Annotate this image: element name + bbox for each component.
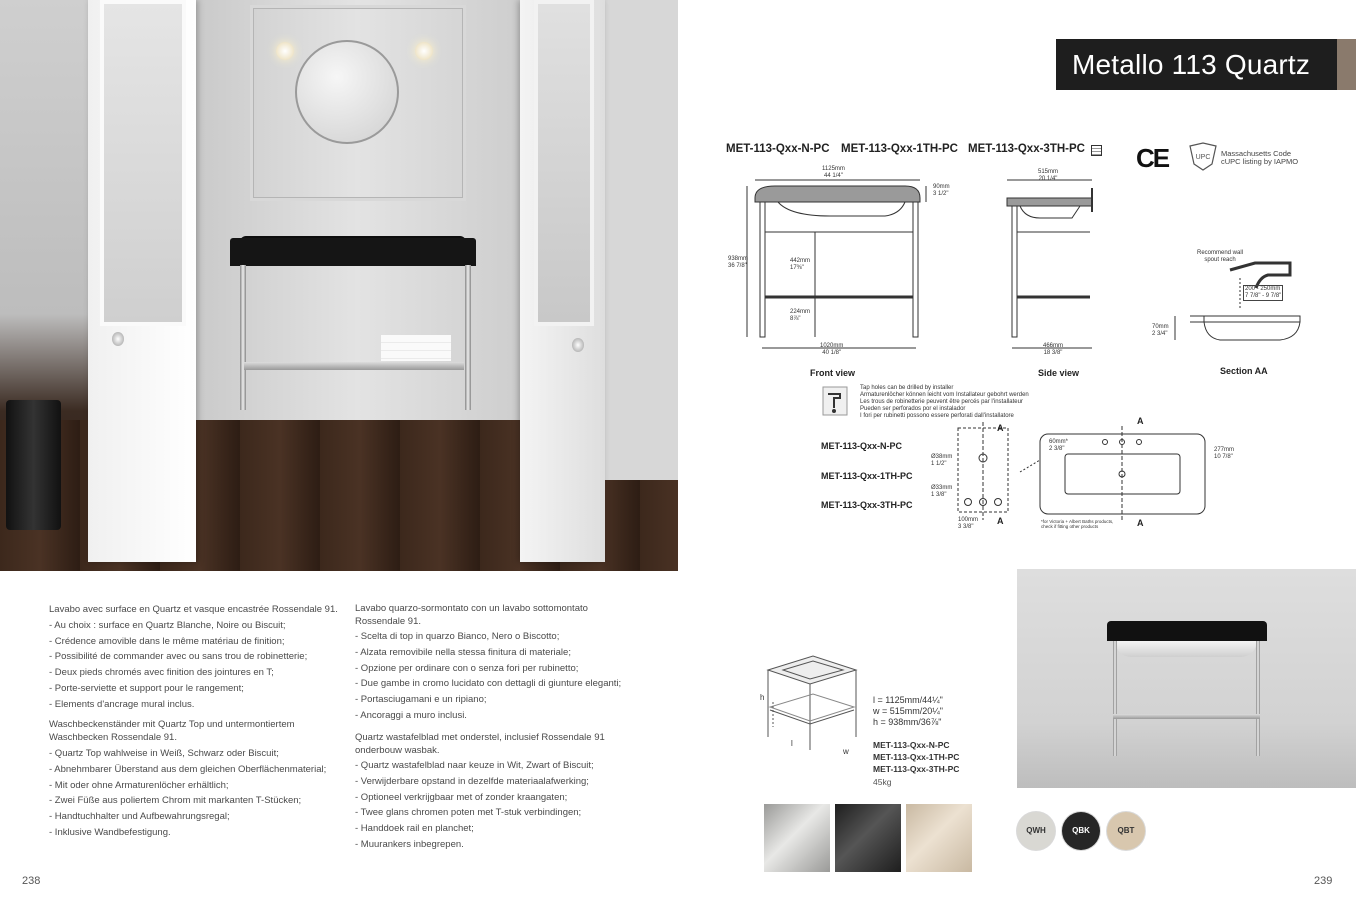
- list-item: - Quartz wastafelblad naar keuze in Wit, Zwart of Biscuit;: [355, 760, 594, 771]
- spec-code: MET-113-Qxx-N-PC: [873, 740, 950, 750]
- chrome-leg: [240, 265, 246, 410]
- title-accent-bar: [1337, 39, 1356, 90]
- dim-text: 200 - 250mm: [1245, 286, 1281, 292]
- side-leg: [1012, 206, 1017, 337]
- list-item: - Handdoek rail en planchet;: [355, 823, 474, 835]
- section-marker-a: A: [997, 516, 1004, 526]
- spec-height: h = 938mm/36⅞": [873, 717, 942, 727]
- footnote: *for Victoria + Albert Baths products, check if fitting other products: [1041, 519, 1114, 529]
- dim-text: 1 1/2": [931, 461, 947, 467]
- page-title: Metallo 113 Quartz: [1056, 39, 1337, 90]
- note-line: Pueden ser perforados por el instalador: [860, 406, 966, 412]
- section-label: Section AA: [1220, 366, 1268, 376]
- section-marker-a: A: [997, 423, 1004, 433]
- svg-text:UPC: UPC: [1195, 154, 1211, 161]
- ce-mark-icon: CE: [1136, 143, 1169, 173]
- list-item: - Optioneel verkrijgbaar met of zonder kraangaten;: [355, 791, 568, 803]
- tap-hole: [1137, 440, 1142, 445]
- side-view-label: Side view: [1038, 368, 1080, 378]
- section-marker-a: A: [1137, 518, 1144, 528]
- isometric-drawing: [758, 652, 863, 757]
- iso-label-w: w: [843, 747, 849, 756]
- drill-icon: [822, 386, 848, 416]
- dim-text: 36 7/8": [728, 263, 747, 269]
- italian-intro-line: Rossendale 91.: [355, 616, 422, 627]
- dim-text: 100mm: [958, 517, 979, 523]
- side-top-shape: [1007, 198, 1092, 206]
- front-leg: [913, 202, 918, 337]
- recommend-note: Recommend wall spout reach: [1196, 250, 1244, 263]
- list-item: - Due gambe in cromo lucidato con dettagli di giunture eleganti;: [355, 678, 622, 690]
- dim-text: Ø33mm: [931, 485, 953, 491]
- german-description: [49, 746, 349, 841]
- front-view-label: Front view: [810, 368, 856, 378]
- dim-text: 10 7/8": [1214, 454, 1233, 460]
- dim-text: 8⅞": [790, 316, 801, 322]
- door-right: [520, 0, 605, 562]
- german-intro-line: Waschbeckenständer mit Quartz Top und untermontiertem: [49, 719, 295, 730]
- section-marker-a: A: [1137, 416, 1144, 426]
- dim-text: 277mm: [1214, 447, 1235, 453]
- section-basin: [1190, 316, 1300, 340]
- list-item: - Muurankers inbegrepen.: [355, 838, 464, 850]
- french-description: [49, 602, 349, 713]
- front-basin: [778, 202, 905, 216]
- spec-weight: 45kg: [873, 777, 892, 787]
- list-item: - Elements d'ancrage mural inclus.: [49, 698, 195, 710]
- cert-line: cUPC listing by IAPMO: [1221, 157, 1299, 166]
- dim-text: 3 1/2": [933, 191, 949, 197]
- cert-line: Massachusetts Code: [1221, 149, 1292, 158]
- dim-base: [820, 343, 843, 357]
- chrome-leg: [465, 265, 471, 410]
- page-number-left: 238: [22, 875, 41, 887]
- list-item: - Portasciugamani e un ripiano;: [355, 694, 487, 706]
- note-line: Les trous de robinetterie peuvent être percés par l'installateur: [860, 399, 1023, 405]
- iso-label-l: l: [791, 739, 793, 748]
- variant-n-label: MET-113-Qxx-N-PC: [821, 441, 903, 451]
- hero-bathroom-photo: [0, 0, 678, 571]
- spec-code: MET-113-Qxx-1TH-PC: [873, 752, 960, 762]
- dim-top: [933, 184, 950, 198]
- code-1th: MET-113-Qxx-1TH-PC: [841, 143, 958, 155]
- wall-lamp-left: [276, 42, 294, 60]
- front-leg: [760, 202, 765, 337]
- dutch-intro: [355, 731, 655, 757]
- finish-tile-black: [835, 804, 901, 872]
- dim-text: 20 1/4": [1038, 176, 1058, 182]
- variant-1th-label: MET-113-Qxx-1TH-PC: [821, 471, 913, 481]
- italian-intro-line: Lavabo quarzo-sormontato con un lavabo sottomontato: [355, 603, 588, 614]
- note-line: Tap holes can be drilled by installer: [860, 385, 954, 391]
- spec-codes: [873, 739, 959, 775]
- list-item: - Porte-serviette et support pour le rangement;: [49, 682, 244, 694]
- wall-lamp-right: [415, 42, 433, 60]
- leader-line: [1020, 460, 1040, 472]
- list-item: - Possibilité de commander avec ou sans trou de robinetterie;: [49, 651, 308, 663]
- list-item: - Twee glans chromen poten met T-stuk verbindingen;: [355, 807, 582, 819]
- french-intro: Lavabo avec surface en Quartz et vasque encastrée Rossendale 91.: [49, 604, 338, 615]
- iso-label-h: h: [760, 693, 765, 702]
- towels: [381, 335, 451, 361]
- product-photo-black: [1017, 569, 1356, 788]
- dim-text: 44 1/4": [824, 173, 843, 179]
- dim-text: 515mm: [1038, 169, 1059, 175]
- front-top-shape: [755, 186, 920, 202]
- dim-low: [790, 309, 810, 323]
- list-item: - Zwei Füße aus poliertem Chrom mit markanten T-Stücken;: [49, 795, 302, 807]
- note-line: Armaturenlöcher können leicht vom Installateur gebohrt werden: [860, 392, 1029, 398]
- dim-text: Ø38mm: [931, 454, 953, 460]
- list-item: - Deux pieds chromés avec finition des jointures en T;: [49, 667, 274, 679]
- dim-text: 2 3/4": [1152, 331, 1168, 337]
- list-item: - Verwijderbare opstand in dezelfde materiaalafwerking;: [355, 775, 589, 787]
- list-item: - Quartz Top wahlweise in Weiß, Schwarz oder Biscuit;: [49, 748, 279, 759]
- quartz-top: [230, 238, 476, 266]
- dim-text: 40 1/8": [822, 350, 842, 356]
- list-item: - Crédence amovible dans le même matériau de finition;: [49, 635, 285, 647]
- variant-3th-label: MET-113-Qxx-3TH-PC: [821, 500, 913, 510]
- glass-shelf: [244, 362, 464, 370]
- tap-hole: [1103, 440, 1108, 445]
- spec-code: MET-113-Qxx-3TH-PC: [873, 764, 960, 774]
- dim-rim: [1152, 324, 1169, 338]
- list-item: - Alzata removibile nella stessa finitura di materiale;: [355, 646, 571, 658]
- list-item: - Inklusive Wandbefestigung.: [49, 826, 171, 838]
- side-basin: [1020, 206, 1080, 218]
- dim-mid: [790, 258, 810, 272]
- page-number-right: 239: [1314, 875, 1333, 887]
- swatch-qwh: QWH: [1017, 812, 1055, 850]
- spec-length: l = 1125mm/44¼": [873, 695, 943, 705]
- list-item: - Au choix : surface en Quartz Blanche, Noire ou Biscuit;: [49, 619, 286, 631]
- dim-277: [1214, 447, 1234, 461]
- dim-text: 7 7/8" - 9 7/8": [1245, 293, 1282, 299]
- finish-tile-white: [764, 804, 830, 872]
- dim-hole33: [931, 485, 952, 499]
- dim-text: 938mm: [728, 256, 749, 262]
- dim-side-depth: [1043, 343, 1063, 357]
- list-item: - Handtuchhalter und Aufbewahrungsregal;: [49, 811, 230, 823]
- code-n: MET-113-Qxx-N-PC: [726, 143, 830, 155]
- door-knob: [572, 338, 584, 352]
- dim-text: 17⅜": [790, 265, 804, 271]
- code-3th: MET-113-Qxx-3TH-PC: [968, 143, 1085, 155]
- dim-height: [728, 256, 748, 270]
- list-item: - Abnehmbarer Überstand aus dem gleichen Oberflächenmaterial;: [49, 763, 327, 775]
- dim-text: 442mm: [790, 258, 811, 264]
- dim-text: 466mm: [1043, 343, 1064, 349]
- tap-hole: [995, 499, 1002, 506]
- tap-hole-note: [860, 385, 1029, 420]
- list-item: - Opzione per ordinare con o senza fori per rubinetto;: [355, 662, 579, 674]
- spec-width: w = 515mm/20¼": [873, 706, 943, 716]
- dim-text: 70mm: [1152, 324, 1169, 330]
- italian-intro: [355, 602, 655, 628]
- dim-hole38: [931, 454, 952, 468]
- dimension-specs: [873, 695, 943, 728]
- dim-text: 1 3/8": [931, 492, 947, 498]
- list-item: - Ancoraggi a muro inclusi.: [355, 709, 467, 721]
- door-left: [88, 0, 196, 562]
- black-vase: [6, 400, 61, 530]
- dim-depth: [1038, 169, 1058, 183]
- dim-c100: [958, 517, 978, 531]
- italian-description: [355, 629, 655, 724]
- dutch-description: [355, 758, 655, 853]
- dim-text: 90mm: [933, 184, 950, 190]
- dim-width: [822, 166, 845, 180]
- quartz-icon: [1091, 145, 1102, 156]
- dutch-intro-line: Quartz wastafelblad met onderstel, inclusief Rossendale 91: [355, 732, 605, 743]
- dim-text: 1125mm: [822, 166, 845, 172]
- dim-text: 60mm*: [1049, 439, 1069, 445]
- side-wall: [605, 0, 678, 480]
- dim-c60: [1049, 439, 1068, 453]
- swatch-qbk: QBK: [1062, 812, 1100, 850]
- door-knob: [112, 332, 124, 346]
- list-item: - Scelta di top in quarzo Bianco, Nero o Biscotto;: [355, 631, 560, 642]
- dim-spout: [1243, 285, 1283, 301]
- dutch-intro-line: onderbouw wasbak.: [355, 745, 440, 756]
- note-line: I fori per rubinetti possono essere perforati dall'installatore: [860, 413, 1014, 419]
- dim-text: 3 3/8": [958, 524, 974, 530]
- dim-text: 224mm: [790, 309, 811, 315]
- finish-tile-biscuit: [906, 804, 972, 872]
- german-intro: [49, 718, 349, 744]
- dim-text: 2 3/8": [1049, 446, 1065, 452]
- list-item: - Mit oder ohne Armaturenlöcher erhältlich;: [49, 779, 229, 791]
- tap-hole: [965, 499, 972, 506]
- german-intro-line: Waschbecken Rossendale 91.: [49, 732, 177, 743]
- swatch-qbt: QBT: [1107, 812, 1145, 850]
- round-mirror: [295, 40, 399, 144]
- dim-text: 1020mm: [820, 343, 844, 349]
- dim-text: 18 3/8": [1043, 350, 1063, 356]
